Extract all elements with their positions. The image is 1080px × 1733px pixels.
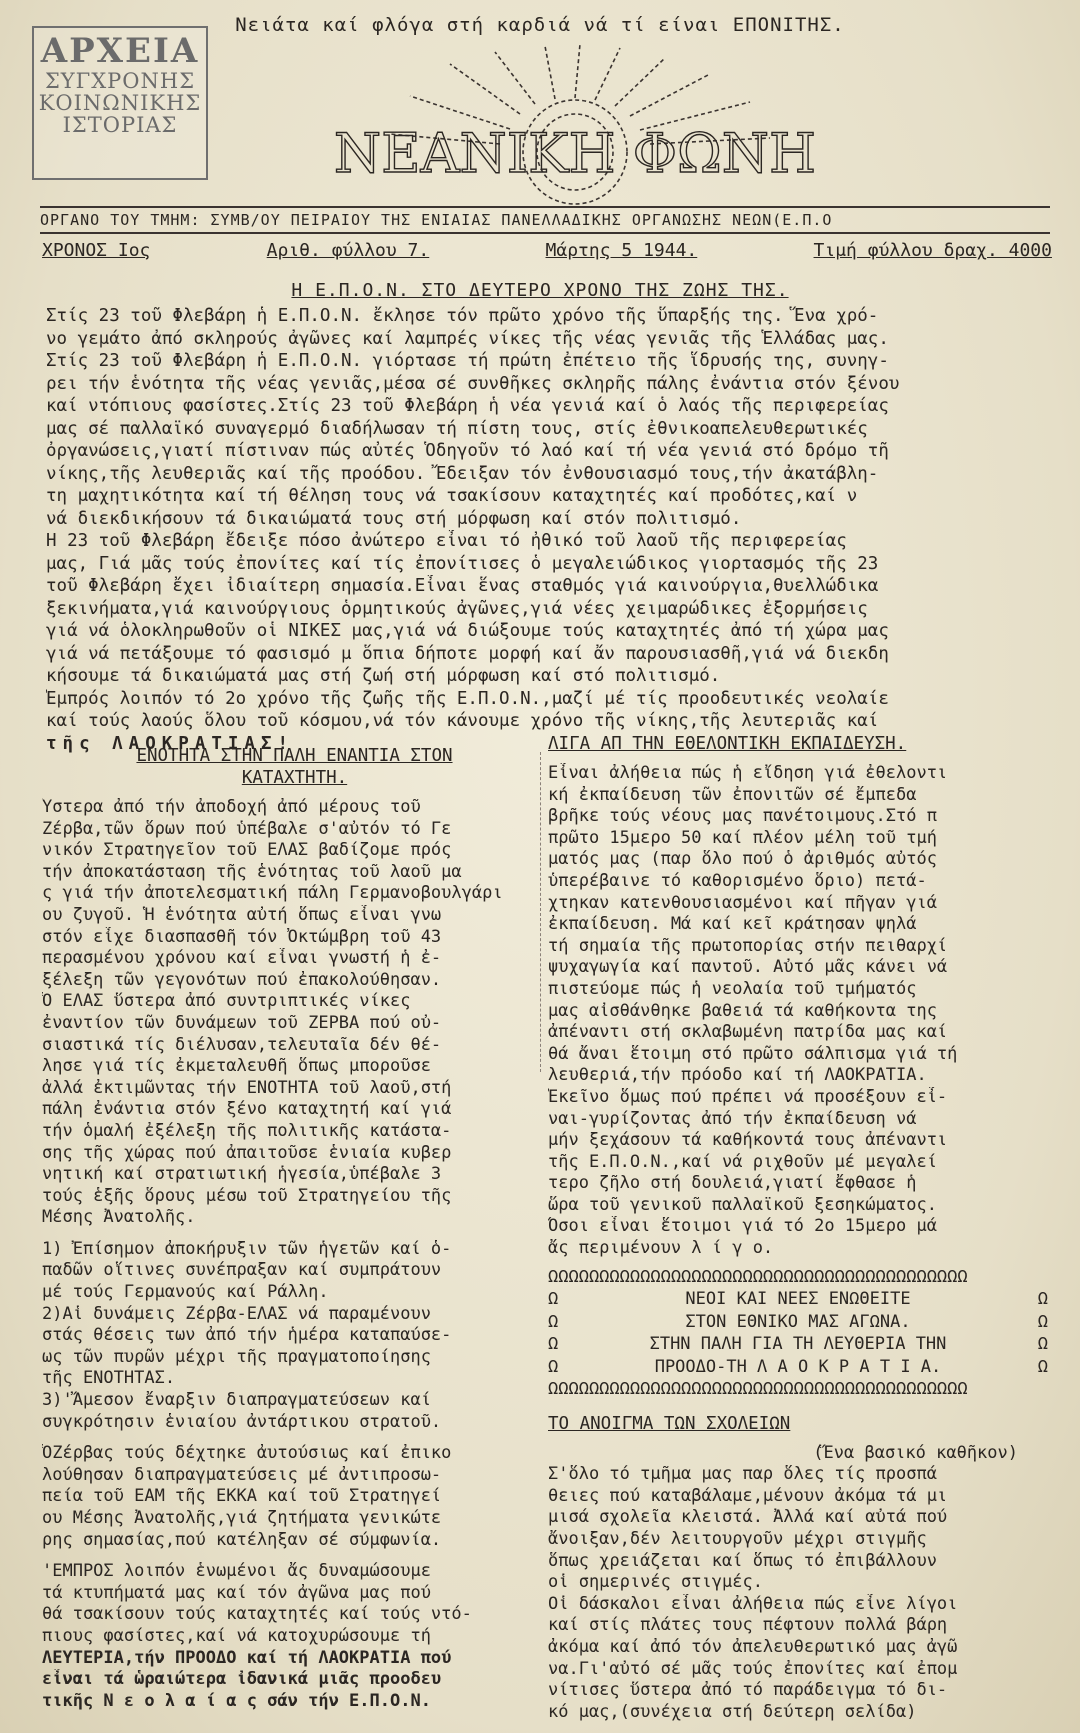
text-line: ως τῶν πυρῶν μέχρι τῆς πραγματοποίησης [42,1346,431,1367]
text-line: τήν ὁμαλή ἐξέλεξη τῆς πολιτικῆς κατάστα- [42,1120,452,1141]
text-line: πάλη ἐνάντια στόν ξένο καταχτητή καί γιά [42,1099,452,1120]
text-line: τικῆς Ν ε ο λ α ί α ς σάν τήν Ε.Π.Ο.Ν. [42,1690,431,1711]
text-line: Ὅσοι εἶναι ἕτοιμοι γιά τό 2ο 15μερο μά [548,1216,937,1237]
left-heading-line-1: ΕΝΟΤΗΤΑ ΣΤΗΝ ΠΑΛΗ ΕΝΑΝΤΙΑ ΣΤΟΝ [136,746,453,766]
slogan-line: ΣΤΗΝ ΠΑΛΗ ΓΙΑ ΤΗ ΛΕΥΘΕΡΙΑ ΤΗΝ [649,1334,947,1355]
text-line: ου ζυγοῦ. Ἡ ἑνότητα αὐτή ὅπως εἶναι γνω [42,904,442,925]
issue-line [42,240,1052,261]
text-line: ναι-γυρίζοντας ἀπό τήν ἐκπαίδευση νά [548,1108,917,1129]
lead-line: ξεκινήματα,γιά καινούργιους ὁρμητικούς ἀγῶνες,γιά νέες χειμαρώδικες ἐξορμήσεις [46,598,868,619]
text-line: Ὁ ΕΛΑΣ ὕστερα ἀπό συντριπτικές νίκες [42,991,411,1012]
lead-line: καί τούς λαούς ὅλου τοῦ κόσμου,νά τόν κάνουμε χρόνο τῆς νίκης,τῆς λευτεριᾶς καί [46,711,879,731]
text-line: νίτισες ὕστερα ἀπό τό παράδειγμα τό δι- [548,1680,948,1701]
text-line: ἄς περιμένουν λ ί γ ο. [548,1238,774,1259]
text-line: ἄνοιξαν,δέν λειτουργοῦν μέχρι στιγμῆς [548,1529,927,1550]
text-line: συγκρότησιν ἑνιαίου ἀντάρτικου στρατοῦ. [42,1411,442,1432]
text-line: ΛΕΥΤΕΡΙΑ,τήν ΠΡΟΟΔΟ καί τή ΛΑΟΚΡΑΤΙΑ πού [42,1647,452,1668]
lead-line: μας, Γιά μᾶς τούς ἐπονίτες καί τίς ἐπονίτισες ὁ μεγαλειώδικος γιορτασμός τῆς 23 [46,553,879,574]
left-column-article [42,745,547,1712]
text-line: κό μας,(συνέχεια στή δεύτερη σελίδα) [548,1701,917,1722]
text-line: νητική καί στρατιωτική ἡγεσία,ὑπέβαλε 3 [42,1164,442,1185]
text-line: 3)'Ἄμεσον ἔναρξιν διαπραγματεύσεων καί [42,1390,431,1411]
text-line: ξέλεξη τῶν γεγονότων πού ἐπακολούθησαν. [42,969,442,990]
text-line: Εἶναι ἀλήθεια πώς ἡ εἴδηση γιά ἐθελοντι [548,763,948,783]
lead-line: Στίς 23 τοῦ Φλεβάρη ἡ Ε.Π.Ο.Ν. γιόρτασε τή πρώτη ἐπέτειο τῆς ἵδρυσής της, συνηγ- [46,351,889,371]
text-line: τῆς Ε.Π.Ο.Ν.,καί νά ριχθοῦν μέ μεγαλεί [548,1151,937,1172]
masthead: ΟΡΓΑΝΟ ΤΟΥ ΤΜΗΜ: ΣΥΜΒ/ΟΥ ΠΕΙΡΑΙΟΥ ΤΗΣ ΕΝΙΑΙΑΣ ΠΑΝΕΛΛΑΔΙΚΗΣ ΟΡΓΑΝΩΣΗΣ ΝΕΩΝ(Ε.Π.Ο [40,206,1050,234]
lead-line: ὀργανώσεις,γιατί πίστιναν πώς αὐτές Ὁδηγοῦν τό λαό καί τή νέα γενιά στό δρόμο τῆ [46,441,889,461]
lead-line: νο γεμάτο ἀπό σκληρούς ἀγῶνες καί λαμπρές νίκες τῆς νέας γενιᾶς τῆς Ἑλλάδας μας. [46,328,889,349]
text-line: να.Γι'αὐτό σέ μᾶς τούς ἐπονίτες καί ἐπομ [548,1658,958,1679]
schools-heading: ΤΟ ΑΝΟΙΓΜΑ ΤΩΝ ΣΧΟΛΕΙΩΝ [548,1413,791,1434]
omega-mark: Ω [548,1289,559,1310]
omega-mark: Ω [1037,1311,1048,1332]
text-line: μας αἰσθάνθηκε βαθειά τά καθήκοντα της [548,1000,937,1021]
text-line: ἀλλά ἐκτιμῶντας τήν ΕΝΟΤΗΤΑ τοῦ λαοῦ,στή [42,1077,452,1098]
text-line: τήν ἀποκατάσταση τῆς ἑνότητας τοῦ λαοῦ μα [42,861,462,882]
left-heading-line-2: ΚΑΤΑΧΤΗΤΗ. [241,768,348,788]
text-line: πεία τοῦ ΕΑΜ τῆς ΕΚΚΑ καί τοῦ Στρατηγεί [42,1486,442,1507]
lead-headline: Η Ε.Π.Ο.Ν. ΣΤΟ ΔΕΥΤΕΡΟ ΧΡΟΝΟ ΤΗΣ ΖΩΗΣ ΤΗΣ. [291,280,789,301]
stamp-line-3: ΚΟΙΝΩΝΙΚΗΣ [38,90,202,115]
text-line: λούθησαν διαπραγματεύσεις μέ ἀντιπροσω- [42,1464,442,1485]
text-line: περασμένου χρόνου καί εἶναι γνωστή ἡ ἐ- [42,948,442,969]
text-line: σης τῆς χώρας πού ἀπαιτοῦσε ἑνιαία κυβερ [42,1142,452,1163]
text-line: χτηκαν κατενθουσιασμένοι καί πῆγαν γιά [548,892,937,913]
lead-article [46,305,1056,755]
text-line: λευθεριά,τήν πρόοδο καί τή ΛΑΟΚΡΑΤΙΑ. [548,1065,927,1086]
text-line: Μέσης Ἀνατολῆς. [42,1207,196,1228]
omega-mark: Ω [1037,1334,1048,1355]
slogan-line: ΠΡΟΟΔΟ-ΤΗ Λ Α Ο Κ Ρ Α Τ Ι Α. [654,1356,942,1377]
issue-date: Μάρτης 5 1944. [545,240,698,261]
text-line: ματός μας (παρ ὅλο πού ὁ ἀριθμός αὐτός [548,849,937,870]
lead-line: κήσουμε τά δικαιώματά μας στή ζωή στή μόρφωση καί στό πολιτισμό. [46,666,721,686]
lead-line: γιά νά πετάξουμε τό φασισμό μ ὅπια δήποτε μορφή καί ἄν παρουσιασθῆ,γιά νά διεκδη [46,643,889,664]
text-line: λησε γιά τίς ἐκμεταλευθῆ ὅπως μποροῦσε [42,1056,431,1077]
omega-mark: Ω [548,1311,559,1332]
text-line: εἶναι τά ὡραιώτερα ἰδανικά μιᾶς προοδευ [42,1669,442,1690]
text-line: μήν ξεχάσουν τά καθήκοντά τους ἀπέναντι [548,1130,948,1151]
lead-closing: τῆς ΛΑΟΚΡΑΤΙΑΣ! [46,733,295,754]
omega-mark: Ω [1037,1356,1048,1377]
lead-line: γιά νά ὁλοκληρωθοῦν οἱ ΝΙΚΕΣ μας,γιά νά διώξουμε τούς καταχτητές ἀπό τή χώρα μας [46,621,889,641]
text-line: οἱ σημερινές στιγμές. [548,1572,763,1593]
text-line: παδῶν οἵτινες συνέπραξαν καί συμπράτουν [42,1260,442,1281]
text-line: τά κτυπήματά μας καί τόν ἀγῶνα μας πού [42,1582,431,1603]
text-line: Ζέρβα,τῶν ὅρων πού ὑπέβαλε σ'αὐτόν τό Γε [42,818,452,839]
lead-line: Στίς 23 τοῦ Φλεβάρη ἡ Ε.Π.Ο.Ν. ἔκλησε τόν πρῶτο χρόνο τῆς ὕπαρξής της. Ἕνα χρό- [46,306,879,326]
issue-price: Τιμή φύλλου δραχ. 4000 [813,240,1052,261]
text-line: ὉΖέρβας τούς δέχτηκε ἀυτούσιως καί ἐπικο [42,1443,452,1464]
lead-line: μας σέ παλλαϊκό συναγερμό διαδήλωσαν τή πίστη τους, στίς ἐθνικοαπελευθερωτικές [46,418,868,439]
slogan-line: ΝΕΟΙ ΚΑΙ ΝΕΕΣ ΕΝΩΘΕΙΤΕ [685,1289,911,1310]
text-line: Οἱ δάσκαλοι εἶναι ἀλήθεια πώς εἶνε λίγοι [548,1593,958,1614]
text-line: ὅπως χρειάζεται καί ὅπως τό ἐπιβάλλουν [548,1550,937,1571]
omega-border-top: ΩΩΩΩΩΩΩΩΩΩΩΩΩΩΩΩΩΩΩΩΩΩΩΩΩΩΩΩΩΩΩΩΩΩΩΩΩΩΩΩΩ [548,1266,968,1287]
text-line: τῆς ΕΝΟΤΗΤΑΣ. [42,1368,176,1389]
text-line: μισά σχολεῖα κλειστά. Ἀλλά καί αὐτά πού [548,1507,948,1528]
text-line: ς γιά τήν ἀποτελεσματική πάλη Γερμανοβουλγάρι [42,883,503,904]
text-line: 1) Ἐπίσημον ἀποκήρυξιν τῶν ἡγετῶν καί ὁ- [42,1238,452,1259]
text-line: σιαστικά τίς διέλυσαν,τελευταῖα δέν θέ- [42,1034,442,1055]
issue-number: Αριθ. φύλλου 7. [266,240,430,261]
text-line: ὑπερέβαινε τό καθορισμένο ὅριο) πετά- [548,870,927,891]
sunburst-logo-icon [150,44,1050,209]
left-heading [42,745,547,789]
motto: Νειάτα καί φλόγα στή καρδιά νά τί είναι ΕΠΟΝΙΤΗΣ. [235,14,845,36]
lead-line: Ἐμπρός λοιπόν τό 2ο χρόνο τῆς ζωῆς τῆς Ε.Π.Ο.Ν.,μαζί μέ τίς προοδευτικές νεολαίε [46,688,889,709]
text-line: τερο ζῆλο στή δουλειά,γιατί ἔφθασε ἡ [548,1173,917,1194]
text-line: τούς ἑξῆς ὅρους μέσω τοῦ Στρατηγείου τῆς [42,1185,452,1206]
text-line: Ἐκεῖνο ὅμως πού πρέπει νά προσέξουν εἶ- [548,1086,948,1107]
text-line: βρῆκε τούς νέους μας πανέτοιμους.Στό π [548,806,937,827]
text-line: ἀκόμα καί ἀπό τόν ἀπελευθερωτικό μας ἀγῶ [548,1637,958,1657]
text-line: πρῶτο 15μερο 50 καί πλέον μέλη τοῦ τμή [548,827,937,848]
text-line: κή ἐκπαίδευση τῶν ἐπονιτῶν σέ ἔμπεδα [548,784,917,805]
title-text: ΝΕΑΝΙΚΗ ΦΩΝΗ [333,122,817,185]
text-line: τή σημαία τῆς πρωτοπορίας στήν πειθαρχί [548,935,948,956]
text-line: πιους φασίστες,καί νά κατοχυρώσουμε τή [42,1625,431,1646]
omega-mark: Ω [548,1356,559,1377]
lead-line: νίκης,τῆς λευθεριᾶς καί τῆς προόδου. Ἔδειξαν τόν ἐνθουσιασμό τους,τήν ἀκατάβλη- [46,463,879,484]
stamp-line-2: ΣΥΓΧΡΟΝΗΣ [44,68,196,93]
text-line: πιστεύομε πώς ἡ νεολαία τοῦ τμήματός [548,978,917,999]
text-line: ρης σημασίας,πού κατέληξαν σέ σύμφωνία. [42,1529,442,1550]
text-line: θειες πού καταβάλαμε,μένουν ἀκόμα τά μι [548,1485,948,1506]
lead-line: καί ντόπιους φασίστες.Στίς 23 τοῦ Φλεβάρη ἡ νέα γενιά καί ὁ λαός τῆς περιφερείας [46,396,889,416]
text-line: μέ τούς Γερμανούς καί Ράλλη. [42,1282,329,1303]
slogan-box [548,1266,1048,1401]
text-line: καί στίς πλάτες τους πέφτουν πολλά βάρη [548,1615,948,1636]
lead-line: τοῦ Φλεβάρη ἔχει ἰδιαίτερη σημασία.Εἶναι ἕνας σταθμός γιά καινούργια,θυελλώδικα [46,576,879,596]
schools-subtitle: (Ἕνα βασικό καθῆκον) [813,1442,1018,1463]
stamp-line-4: ΙΣΤΟΡΙΑΣ [62,112,178,137]
text-line: στόν εἶχε διασπασθῆ τόν Ὀκτώμβρη τοῦ 43 [42,926,442,947]
text-line: θά ἄναι ἕτοιμη στό πρῶτο σάλπισμα γιά τή [548,1043,958,1064]
stamp-line-1: ΑΡΧΕΙΑ [40,31,200,71]
text-line: ὥρα τοῦ γενικοῦ παλλαϊκοῦ ξεσηκώματος. [548,1194,937,1215]
lead-line: τη μαχητικότητα καί τή θέληση τους νά τσακίσουν καταχτητές καί προδότες,καί ν [46,486,858,506]
issue-year: ΧΡΟΝΟΣ Ιος [42,240,151,261]
text-line: ἀπέναντι στή σκλαβωμένη πατρίδα μας καί [548,1022,948,1043]
text-line: νικόν Στρατηγεῖον τοῦ ΕΛΑΣ βαδίζομε πρός [42,840,452,861]
slogan-line: ΣΤΟΝ ΕΘΝΙΚΟ ΜΑΣ ΑΓΩΝΑ. [685,1311,911,1332]
text-line: 'ΕΜΠΡΟΣ λοιπόν ἑνωμένοι ἄς δυναμώσουμε [42,1561,431,1582]
lead-line: ρει τήν ἑνότητα τῆς νέας γενιᾶς,μέσα σέ συνθῆκες σκληρῆς πάλης ἐνάντια στόν ξένου [46,373,900,394]
text-line: Σ'ὅλο τό τμῆμα μας παρ ὅλες τίς προσπά [548,1464,937,1485]
lead-line: νά διεκδικήσουν τά δικαιώματά τους στή μόρφωση καί στόν πολιτισμό. [46,508,742,529]
text-line: 2)Αἱ δυνάμεις Ζέρβα-ΕΛΑΣ νά παραμένουν [42,1303,431,1324]
right-heading: ΛΙΓΑ ΑΠ ΤΗΝ ΕΘΕΛΟΝΤΙΚΗ ΕΚΠΑΙΔΕΥΣΗ. [548,734,907,754]
newspaper-title [150,44,1050,209]
omega-mark: Ω [1037,1289,1048,1310]
omega-mark: Ω [548,1334,559,1355]
lead-line: Η 23 τοῦ Φλεβάρη ἔδειξε πόσο ἀνώτερο εἶναι τό ἠθικό τοῦ λαοῦ τῆς περιφερείας [46,531,847,551]
text-line: στάς θέσεις των ἀπό τήν ἡμέρα καταπαύσε- [42,1325,452,1346]
omega-border-bottom: ΩΩΩΩΩΩΩΩΩΩΩΩΩΩΩΩΩΩΩΩΩΩΩΩΩΩΩΩΩΩΩΩΩΩΩΩΩΩΩΩΩ [548,1379,968,1400]
text-line: Ὕστερα ἀπό τήν ἀποδοχή ἀπό μέρους τοῦ [42,797,421,817]
text-line: ἐκπαίδευση. Μά καί κεῖ κράτησαν ψηλά [548,914,917,935]
text-line: ψυχαγωγία καί παντοῦ. Αὐτό μᾶς κάνει νά [548,957,948,978]
text-line: ου Μέσης Ἀνατολῆς,γιά ζητήματα γενικώτε [42,1508,442,1528]
text-line: θά τσακίσουν τούς καταχτητές καί τούς ντό- [42,1604,472,1625]
right-column-article [548,733,1048,1723]
text-line: ἐναντίον τῶν δυνάμεων τοῦ ΖΕΡΒΑ πού οὐ- [42,1012,442,1033]
